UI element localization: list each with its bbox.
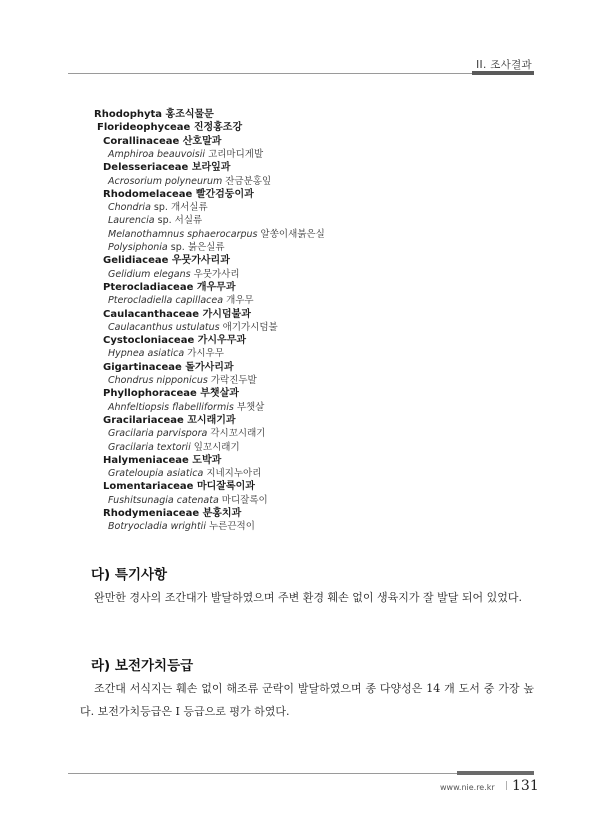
korean-name: 각시꼬시래기 <box>210 428 266 440</box>
korean-name: 가락진두발 <box>210 375 257 386</box>
korean-name: 마디잘록이 <box>221 494 268 506</box>
taxon-entry <box>103 308 251 321</box>
korean-name: 빨간검둥이과 <box>195 188 254 200</box>
scientific-name: Gelidium elegans <box>108 268 191 280</box>
korean-name: 애기가시덤불 <box>222 321 278 333</box>
scientific-name: Acrosorium polyneurum <box>108 175 223 187</box>
korean-name: 잔금분홍잎 <box>225 175 272 187</box>
scientific-name: Rhodymeniaceae <box>103 508 200 519</box>
korean-name: 도박과 <box>192 454 222 466</box>
taxon-entry <box>103 334 246 347</box>
scientific-name: Halymeniaceae <box>103 454 189 466</box>
scientific-name: Gracilaria parvispora <box>108 428 208 440</box>
korean-name: 부챗살과 <box>200 388 239 400</box>
footer-accent-bar <box>457 771 534 775</box>
taxon-entry <box>94 108 214 121</box>
footer-url: www.nie.re.kr <box>440 783 495 792</box>
species-entry <box>108 374 257 387</box>
taxon-entry <box>103 135 221 148</box>
korean-name: 보라잎과 <box>191 162 231 174</box>
korean-name: 마디잘록이과 <box>196 481 255 493</box>
species-entry <box>108 175 271 188</box>
taxon-entry <box>103 188 254 201</box>
scientific-name: Caulacanthaceae <box>103 308 200 320</box>
scientific-name: Gigartinaceae <box>103 361 182 373</box>
korean-name: 산호말과 <box>182 135 222 147</box>
taxon-entry <box>103 281 236 294</box>
korean-name: 개서실류 <box>170 202 208 214</box>
scientific-name: Rhodomelaceae <box>103 188 193 200</box>
korean-name: 분홍치과 <box>202 508 242 519</box>
chapter-title: II. 조사결과 <box>476 59 532 71</box>
species-entry <box>108 494 268 507</box>
korean-name: 개우무과 <box>196 281 236 293</box>
korean-name: 잎꼬시래기 <box>193 441 240 453</box>
scientific-name: Ahnfeltiopsis flabelliformis <box>108 401 234 413</box>
korean-name: 우뭇가사리과 <box>171 255 230 267</box>
taxon-entry <box>103 361 234 374</box>
scientific-name: Fushitsunagia catenata <box>108 494 219 506</box>
page-number: 131 <box>512 778 539 794</box>
section-title-conservation: 라) 보전가치등급 <box>91 658 194 674</box>
species-entry <box>108 441 240 454</box>
korean-name: 가시덤불과 <box>202 308 251 320</box>
species-entry <box>108 427 265 440</box>
species-entry <box>108 214 202 227</box>
species-entry <box>108 321 278 334</box>
taxon-entry <box>103 387 239 400</box>
scientific-name: Pterocladiaceae <box>103 281 194 293</box>
taxon-entry <box>103 454 221 467</box>
taxon-entry <box>103 414 236 427</box>
species-qualifier: sp. <box>157 215 172 227</box>
korean-name: 돌가사리과 <box>185 361 234 373</box>
scientific-name: Hypnea asiatica <box>108 348 185 360</box>
taxon-entry <box>103 507 241 520</box>
scientific-name: Delesseriaceae <box>103 162 189 174</box>
scientific-name: Chondrus nipponicus <box>108 375 208 386</box>
korean-name: 가시우무과 <box>197 335 247 347</box>
scientific-name: Amphiroa beauvoisii <box>108 148 206 160</box>
species-entry <box>108 201 208 214</box>
scientific-name: Botryocladia wrightii <box>108 521 206 533</box>
korean-name: 고리마디게발 <box>208 148 264 160</box>
species-entry <box>108 347 224 360</box>
taxon-entry <box>97 121 242 134</box>
taxon-entry <box>103 254 230 267</box>
footer-separator: | <box>505 781 509 791</box>
scientific-name: Gracilaria textorii <box>108 441 191 453</box>
scientific-name: Rhodophyta <box>94 109 163 120</box>
scientific-name: Chondria <box>108 202 151 214</box>
species-qualifier: sp. <box>153 202 168 214</box>
scientific-name: Laurencia <box>108 215 155 227</box>
taxon-entry <box>103 161 230 174</box>
korean-name: 붉은실류 <box>187 242 225 253</box>
species-entry <box>108 467 261 480</box>
species-qualifier: sp. <box>170 242 185 253</box>
korean-name: 서실류 <box>174 215 203 227</box>
korean-name: 홍조식물문 <box>165 109 214 120</box>
scientific-name: Gracilariaceae <box>103 414 184 426</box>
scientific-name: Caulacanthus ustulatus <box>108 321 220 333</box>
korean-name: 진정홍조강 <box>193 122 243 134</box>
section-text-special: 완만한 경사의 조간대가 발달하였으며 주변 환경 훼손 없이 생육지가 잘 발달 되어 있었다. <box>94 591 522 604</box>
header-rule <box>68 73 534 74</box>
species-entry <box>108 294 254 307</box>
korean-name: 지네지누아리 <box>206 468 262 480</box>
species-entry <box>108 520 255 533</box>
korean-name: 알쏭이새붉은실 <box>260 228 325 240</box>
korean-name: 누른끈적이 <box>209 521 255 533</box>
section-title-special: 다) 특기사항 <box>91 567 168 583</box>
scientific-name: Lomentariaceae <box>103 481 194 493</box>
korean-name: 개우무 <box>226 295 254 307</box>
scientific-name: Gelidiaceae <box>103 255 169 267</box>
species-entry <box>108 148 263 161</box>
scientific-name: Florideophyceae <box>97 122 191 134</box>
scientific-name: Corallinaceae <box>103 135 180 147</box>
korean-name: 가시우무 <box>187 348 224 360</box>
species-entry <box>108 401 264 414</box>
scientific-name: Cystocloniaceae <box>103 335 195 347</box>
scientific-name: Melanothamnus sphaerocarpus <box>108 228 258 240</box>
korean-name: 우뭇가사리 <box>193 268 240 280</box>
korean-name: 부챗살 <box>236 401 265 413</box>
scientific-name: Pterocladiella capillacea <box>108 295 224 307</box>
korean-name: 꼬시래기과 <box>187 414 236 426</box>
scientific-name: Phyllophoraceae <box>103 388 197 400</box>
species-entry <box>108 241 225 254</box>
scientific-name: Grateloupia asiatica <box>108 468 204 480</box>
taxon-entry <box>103 480 255 493</box>
scientific-name: Polysiphonia <box>108 242 168 253</box>
section-text-conservation: 조간대 서식지는 훼손 없이 해조류 군락이 발달하였으며 종 다양성은 14 개 도서 중 가장 높다. 보전가치등급은 I 등급으로 평가 하였다. <box>80 682 534 718</box>
species-entry <box>108 268 240 281</box>
species-entry <box>108 228 325 241</box>
